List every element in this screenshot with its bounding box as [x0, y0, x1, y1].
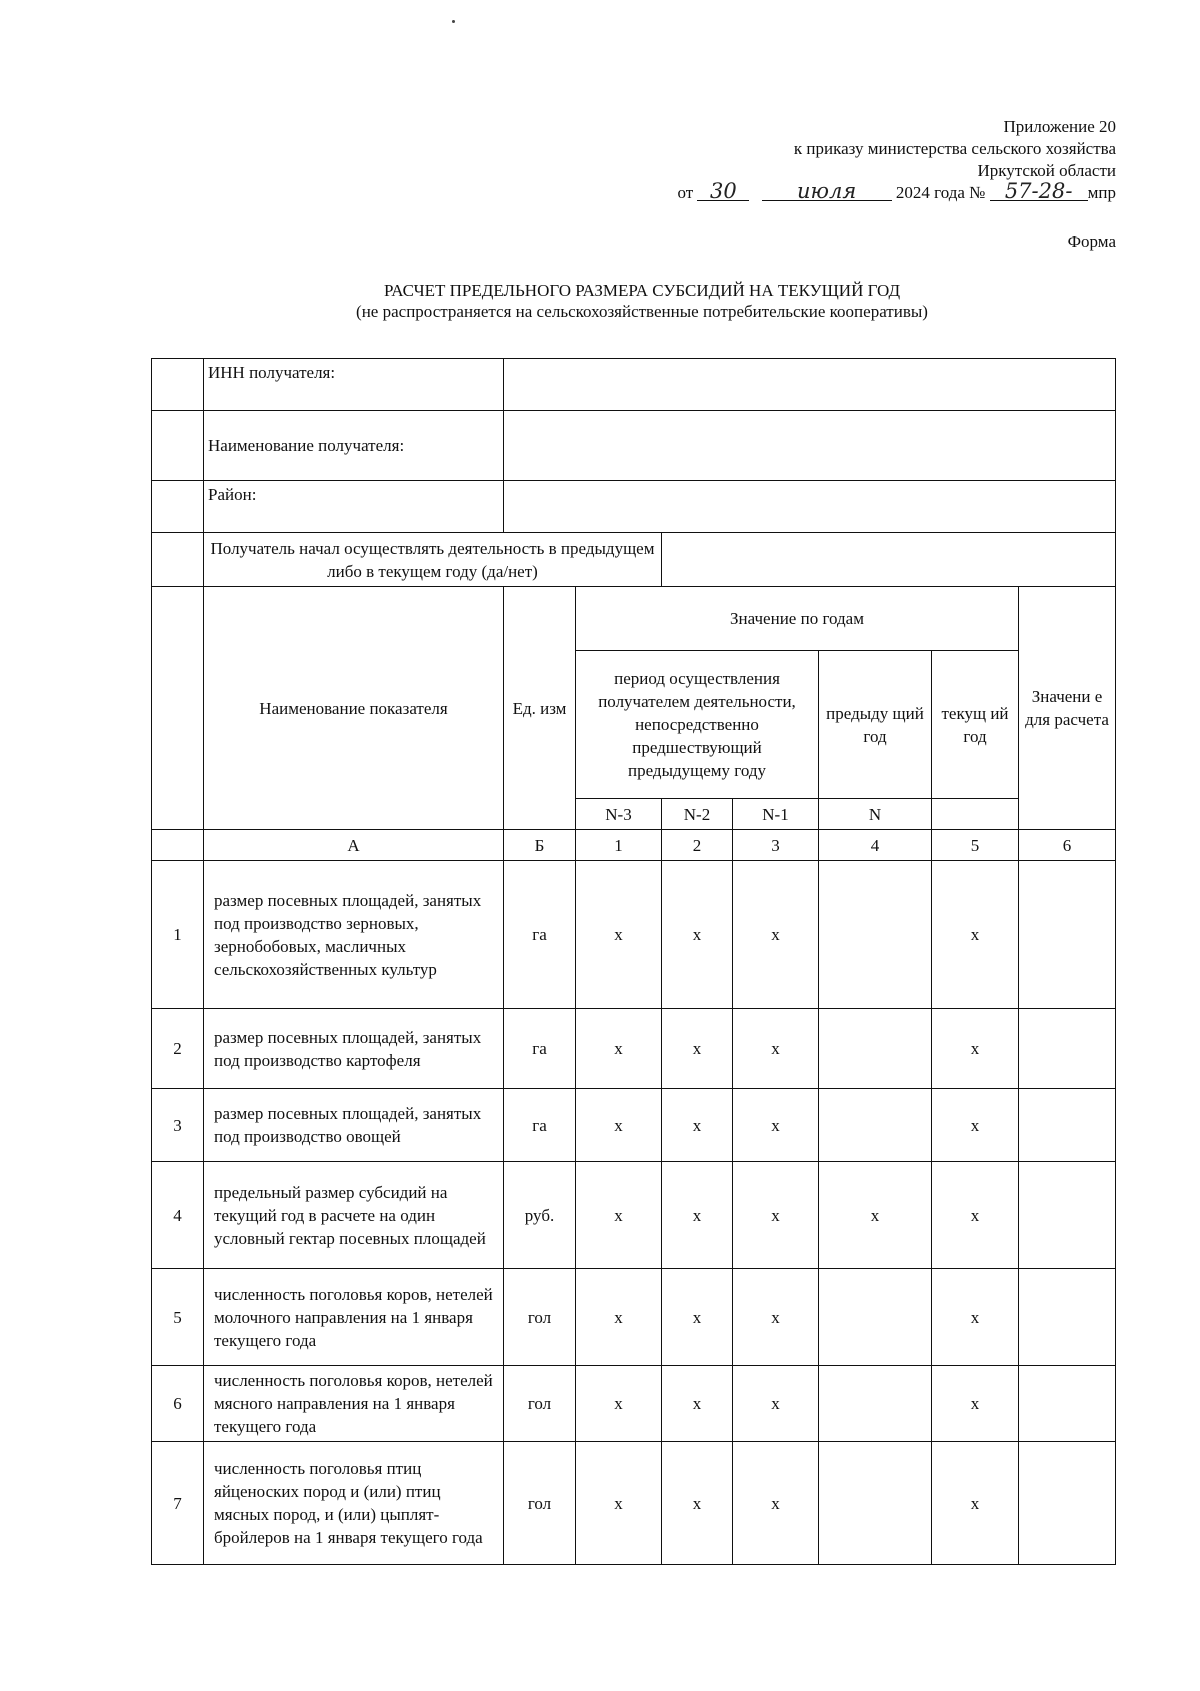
value-for-calculation[interactable] [1019, 1442, 1116, 1565]
appendix-header [556, 116, 1116, 204]
table-row [152, 1089, 1116, 1162]
value-previous-year[interactable] [819, 1009, 932, 1089]
value-n2: x [662, 1009, 733, 1089]
blank-cell [152, 830, 204, 861]
blank-cell [152, 481, 204, 533]
unit-cell: гол [504, 1269, 576, 1366]
unit-cell: га [504, 1089, 576, 1162]
table-row [152, 1009, 1116, 1089]
value-previous-year[interactable] [819, 1269, 932, 1366]
appendix-number: Приложение 20 [1003, 117, 1116, 136]
year-number-label: 2024 года № [895, 183, 986, 202]
value-n2: x [662, 1442, 733, 1565]
col-index-3: 3 [733, 830, 819, 861]
value-n3: x [576, 861, 662, 1009]
value-n2: x [662, 1366, 733, 1442]
activity-start-row [152, 533, 1116, 587]
value-for-calculation[interactable] [1019, 1269, 1116, 1366]
row-number: 3 [152, 1089, 204, 1162]
value-for-calculation[interactable] [1019, 1366, 1116, 1442]
activity-start-field[interactable] [662, 533, 1116, 587]
row-number: 5 [152, 1269, 204, 1366]
district-row [152, 481, 1116, 533]
value-n3: x [576, 1442, 662, 1565]
indicator-column-header: Наименование показателя [204, 587, 504, 830]
indicator-name: размер посевных площадей, занятых под производство картофеля [204, 1009, 504, 1089]
value-n3: x [576, 1162, 662, 1269]
region-name: Иркутской области [977, 161, 1116, 180]
value-n2: x [662, 1162, 733, 1269]
prior-period-header: период осуществления получателем деятельности, непосредственно предшествующий предыдущему году [576, 651, 819, 799]
value-for-calculation[interactable] [1019, 1162, 1116, 1269]
current-year-header: текущ ий год [932, 651, 1019, 799]
row-number: 1 [152, 861, 204, 1009]
col-index-b: Б [504, 830, 576, 861]
table-row [152, 1162, 1116, 1269]
indicator-name: предельный размер субсидий на текущий год в расчете на один условный гектар посевных площадей [204, 1162, 504, 1269]
table-row [152, 1366, 1116, 1442]
value-n3: x [576, 1009, 662, 1089]
value-n3: x [576, 1269, 662, 1366]
col-index-2: 2 [662, 830, 733, 861]
value-n1: x [733, 1442, 819, 1565]
n3-header: N-3 [576, 799, 662, 830]
activity-start-label: Получатель начал осуществлять деятельность в предыдущем либо в текущем году (да/нет) [204, 533, 662, 587]
unit-cell: гол [504, 1442, 576, 1565]
value-for-calculation[interactable] [1019, 1009, 1116, 1089]
table-row [152, 1269, 1116, 1366]
scan-speck [452, 20, 455, 23]
column-index-row [152, 830, 1116, 861]
district-label: Район: [204, 481, 504, 533]
recipient-name-row [152, 411, 1116, 481]
indicator-rows [152, 861, 1116, 1565]
order-date-line [556, 179, 1116, 204]
value-previous-year[interactable] [819, 1442, 932, 1565]
n1-header: N-1 [733, 799, 819, 830]
value-previous-year[interactable] [819, 861, 932, 1009]
blank-cell [932, 799, 1019, 830]
value-n1: x [733, 861, 819, 1009]
indicator-name: численность поголовья птиц яйценоских пород и (или) птиц мясных пород, и (или) цыплят-бройлеров на 1 января текущего года [204, 1442, 504, 1565]
blank-cell [152, 411, 204, 481]
blank-cell [152, 533, 204, 587]
inn-field[interactable] [504, 359, 1116, 411]
values-by-year-header: Значение по годам [576, 587, 1019, 651]
value-current-year: x [932, 1366, 1019, 1442]
handwritten-order-number: 57-28- [990, 182, 1088, 201]
previous-year-header: предыду щий год [819, 651, 932, 799]
order-suffix: мпр [1087, 183, 1116, 202]
unit-cell: гол [504, 1366, 576, 1442]
value-for-calculation[interactable] [1019, 1089, 1116, 1162]
unit-cell: га [504, 861, 576, 1009]
col-index-1: 1 [576, 830, 662, 861]
value-n1: x [733, 1089, 819, 1162]
table-row [152, 861, 1116, 1009]
blank-cell [152, 359, 204, 411]
indicator-name: размер посевных площадей, занятых под производство овощей [204, 1089, 504, 1162]
unit-column-header: Ед. изм [504, 587, 576, 830]
n-header: N [819, 799, 932, 830]
value-n1: x [733, 1009, 819, 1089]
value-n2: x [662, 1269, 733, 1366]
value-current-year: x [932, 1162, 1019, 1269]
value-n3: x [576, 1089, 662, 1162]
col-index-5: 5 [932, 830, 1019, 861]
order-reference: к приказу министерства сельского хозяйства [793, 139, 1116, 158]
value-current-year: x [932, 861, 1019, 1009]
value-for-calculation[interactable] [1019, 861, 1116, 1009]
title-subtitle: (не распространяется на сельскохозяйственные потребительские кооперативы) [356, 302, 928, 321]
value-current-year: x [932, 1009, 1019, 1089]
unit-cell: руб. [504, 1162, 576, 1269]
document-title [150, 280, 1134, 322]
row-number: 2 [152, 1009, 204, 1089]
handwritten-month: июля [762, 182, 892, 201]
row-number: 7 [152, 1442, 204, 1565]
value-n1: x [733, 1269, 819, 1366]
form-label: Форма [1067, 232, 1116, 251]
inn-row [152, 359, 1116, 411]
value-n3: x [576, 1366, 662, 1442]
value-current-year: x [932, 1442, 1019, 1565]
indicator-name: численность поголовья коров, нетелей молочного направления на 1 января текущего года [204, 1269, 504, 1366]
district-field[interactable] [504, 481, 1116, 533]
indicator-name: размер посевных площадей, занятых под производство зерновых, зернобобовых, масличных сельскохозяйственных культур [204, 861, 504, 1009]
recipient-name-label: Наименование получателя: [204, 411, 504, 481]
value-n1: x [733, 1162, 819, 1269]
row-number: 4 [152, 1162, 204, 1269]
inn-label: ИНН получателя: [204, 359, 504, 411]
unit-cell: га [504, 1009, 576, 1089]
col-index-a: А [204, 830, 504, 861]
header-row-1 [152, 587, 1116, 651]
indicator-name: численность поголовья коров, нетелей мясного направления на 1 января текущего года [204, 1366, 504, 1442]
col-index-4: 4 [819, 830, 932, 861]
handwritten-day: 30 [697, 182, 749, 201]
n2-header: N-2 [662, 799, 733, 830]
value-previous-year[interactable] [819, 1089, 932, 1162]
recipient-name-field[interactable] [504, 411, 1116, 481]
value-previous-year[interactable] [819, 1366, 932, 1442]
subsidy-calculation-table [151, 358, 1116, 1565]
title-main: РАСЧЕТ ПРЕДЕЛЬНОГО РАЗМЕРА СУБСИДИЙ НА ТЕКУЩИЙ ГОД [383, 281, 901, 300]
value-current-year: x [932, 1089, 1019, 1162]
value-n1: x [733, 1366, 819, 1442]
row-number: 6 [152, 1366, 204, 1442]
calc-value-header: Значени е для расчета [1019, 587, 1116, 830]
col-index-6: 6 [1019, 830, 1116, 861]
blank-cell [152, 587, 204, 830]
value-current-year: x [932, 1269, 1019, 1366]
date-prefix: от [677, 183, 694, 202]
value-n2: x [662, 861, 733, 1009]
table-row [152, 1442, 1116, 1565]
value-n2: x [662, 1089, 733, 1162]
value-previous-year: x [819, 1162, 932, 1269]
